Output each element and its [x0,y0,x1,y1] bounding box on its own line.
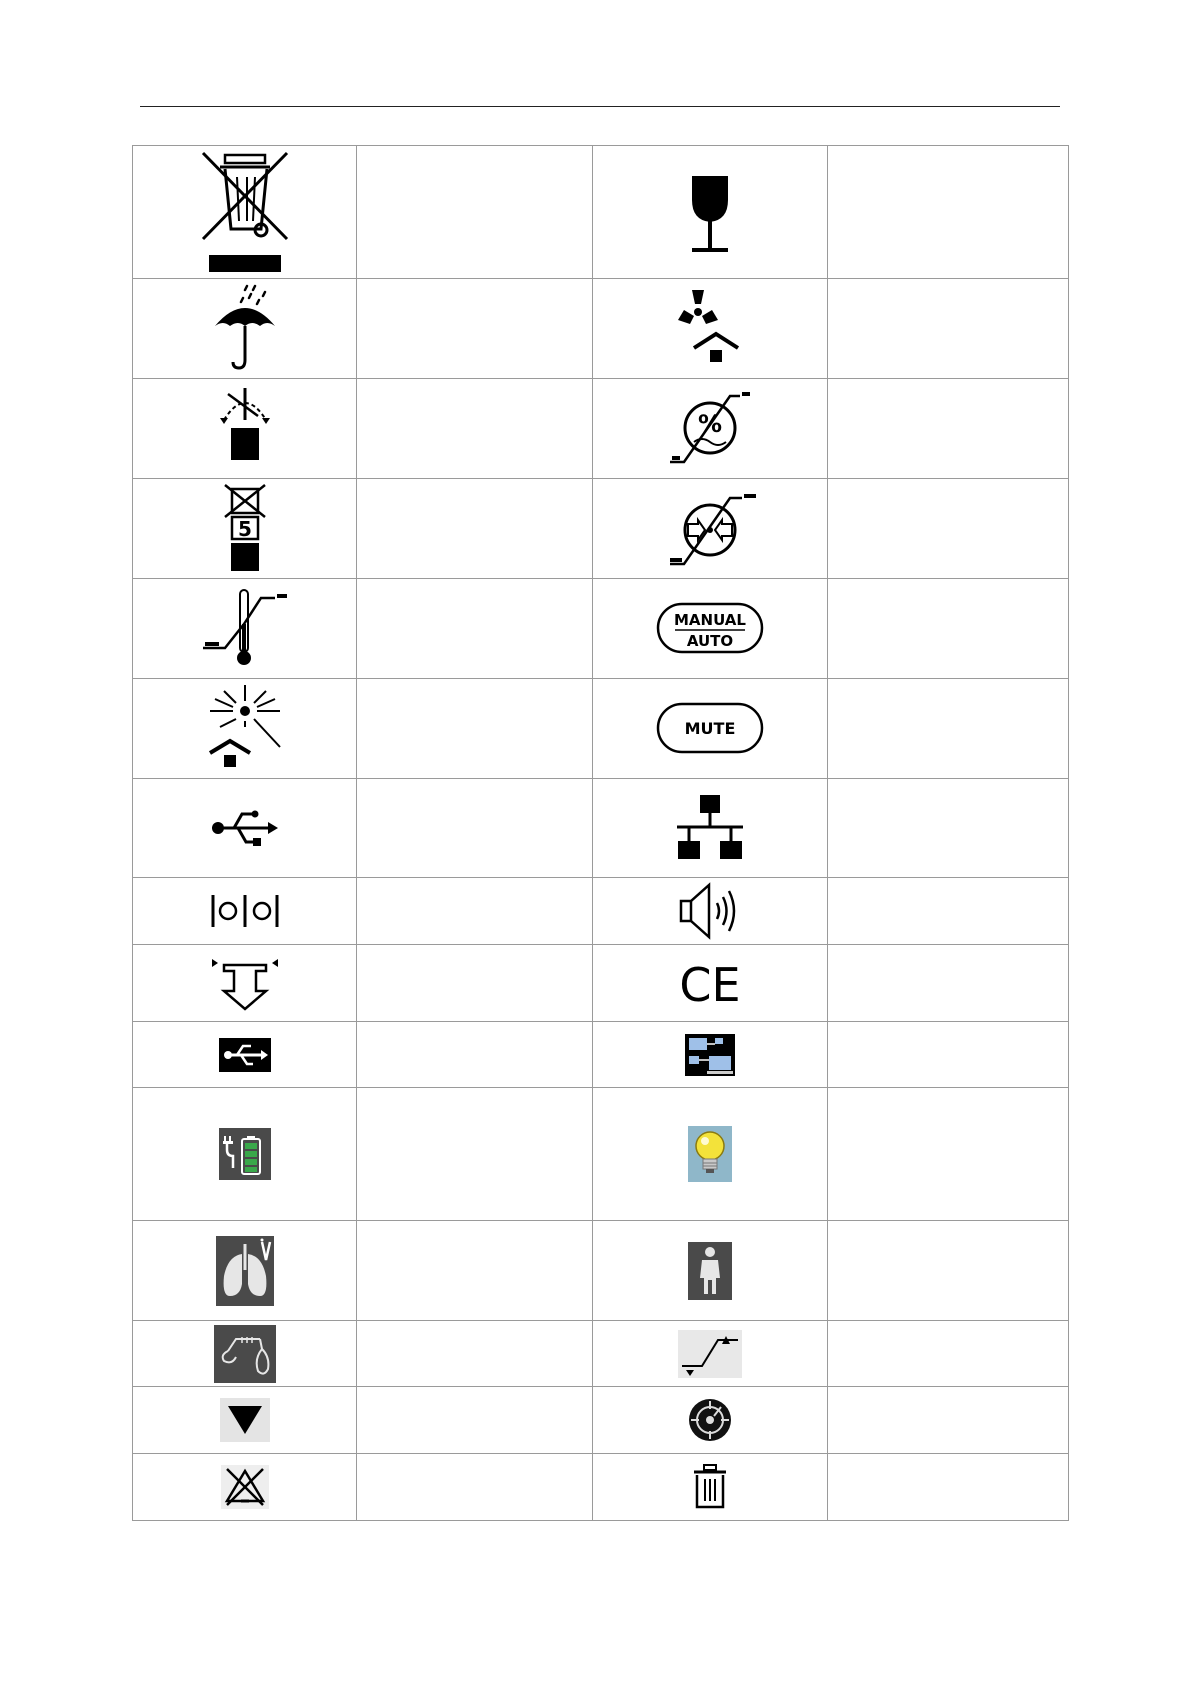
ce-mark-icon [678,959,742,1007]
weee-crossed-bin-icon [195,147,295,277]
svg-text:%: % [697,409,723,438]
description-cell [357,1454,593,1521]
manual-label: MANUAL [674,610,746,629]
symbol-cell [593,779,828,878]
description-cell [828,878,1069,945]
description-cell [357,146,593,279]
mute-label: MUTE [684,718,736,738]
atmospheric-pressure-limit-icon [660,484,760,574]
stacking-limit-icon [215,483,275,575]
table-row [133,579,1069,679]
description-cell [828,579,1069,679]
table-row [133,146,1069,279]
table-row [133,479,1069,579]
description-cell [357,1221,593,1321]
trigger-icon [678,1330,742,1378]
table-row [133,1221,1069,1321]
description-cell [828,1387,1069,1454]
symbol-cell [133,779,357,878]
symbol-cell [593,479,828,579]
symbol-cell [593,1221,828,1321]
network-icon [675,793,745,863]
knob-dial-icon [687,1397,733,1443]
ce-mark-text: CE [679,959,741,1007]
speaker-icon [677,881,743,941]
description-cell [828,679,1069,779]
description-cell [357,479,593,579]
table-row [133,1088,1069,1221]
header-rule [140,106,1060,107]
description-cell [828,279,1069,379]
symbol-cell [593,1088,828,1221]
description-cell [357,679,593,779]
description-cell [828,146,1069,279]
alarm-off-icon [221,1465,269,1509]
breathing-circuit-icon [214,1325,276,1383]
description-cell [357,1022,593,1088]
symbol-cell [593,279,828,379]
description-cell [357,779,593,878]
keep-away-from-sunlight-icon [200,683,290,775]
symbol-cell [593,1454,828,1521]
table-row [133,779,1069,878]
description-cell [357,379,593,479]
symbol-cell [133,679,357,779]
symbol-cell [133,878,357,945]
keep-dry-umbrella-icon [205,284,285,374]
usb-icon [210,806,280,850]
symbol-cell [593,579,828,679]
description-cell [828,1221,1069,1321]
description-cell [828,1321,1069,1387]
manual-auto-icon [655,601,765,657]
symbol-cell [593,1022,828,1088]
temperature-limit-icon [195,584,295,674]
symbol-cell [133,379,357,479]
keep-away-from-radiation-icon [670,284,750,374]
stacking-limit-number: 5 [237,516,252,541]
symbol-cell [133,1321,357,1387]
description-cell [357,878,593,945]
description-cell [357,945,593,1022]
description-cell [828,945,1069,1022]
mute-button-icon [655,701,765,757]
description-cell [357,1088,593,1221]
description-cell [828,379,1069,479]
symbol-cell [133,1088,357,1221]
table-row [133,1454,1069,1521]
symbol-cell [593,1321,828,1387]
symbol-cell [593,1387,828,1454]
description-cell [828,1088,1069,1221]
table-row [133,679,1069,779]
description-cell [828,1454,1069,1521]
symbol-cell [593,146,828,279]
description-cell [828,479,1069,579]
symbol-cell [133,1022,357,1088]
description-cell [357,579,593,679]
table-row [133,379,1069,479]
triangle-down-icon [220,1398,270,1442]
symbol-cell [593,679,828,779]
network-connected-icon [685,1034,735,1076]
symbol-cell [133,1454,357,1521]
symbol-cell [593,379,828,479]
symbol-cell [133,579,357,679]
symbol-table [132,145,1069,1521]
humidity-limit-icon [660,384,760,474]
symbol-cell [133,279,357,379]
trash-icon [691,1463,729,1511]
symbol-cell [133,479,357,579]
auto-label: AUTO [686,631,734,650]
lungs-ventilation-icon [216,1236,274,1306]
fragile-glass-icon [680,162,740,262]
battery-charging-icon [219,1128,271,1180]
this-way-up-icon [210,384,280,474]
table-row [133,1022,1069,1088]
symbol-cell [133,945,357,1022]
usb-connected-icon [219,1038,271,1072]
symbol-cell [133,1387,357,1454]
symbol-cell [593,945,828,1022]
description-cell [828,1022,1069,1088]
equipotential-icon [210,893,280,929]
patient-icon [688,1242,732,1300]
description-cell [357,1387,593,1454]
description-cell [828,779,1069,878]
table-row [133,1321,1069,1387]
symbol-cell [133,1221,357,1321]
light-bulb-icon [688,1126,732,1182]
description-cell [357,279,593,379]
table-row [133,279,1069,379]
gas-output-icon [210,955,280,1011]
symbol-cell [593,878,828,945]
table-row [133,1387,1069,1454]
description-cell [357,1321,593,1387]
table-row [133,878,1069,945]
table-row [133,945,1069,1022]
symbol-cell [133,146,357,279]
